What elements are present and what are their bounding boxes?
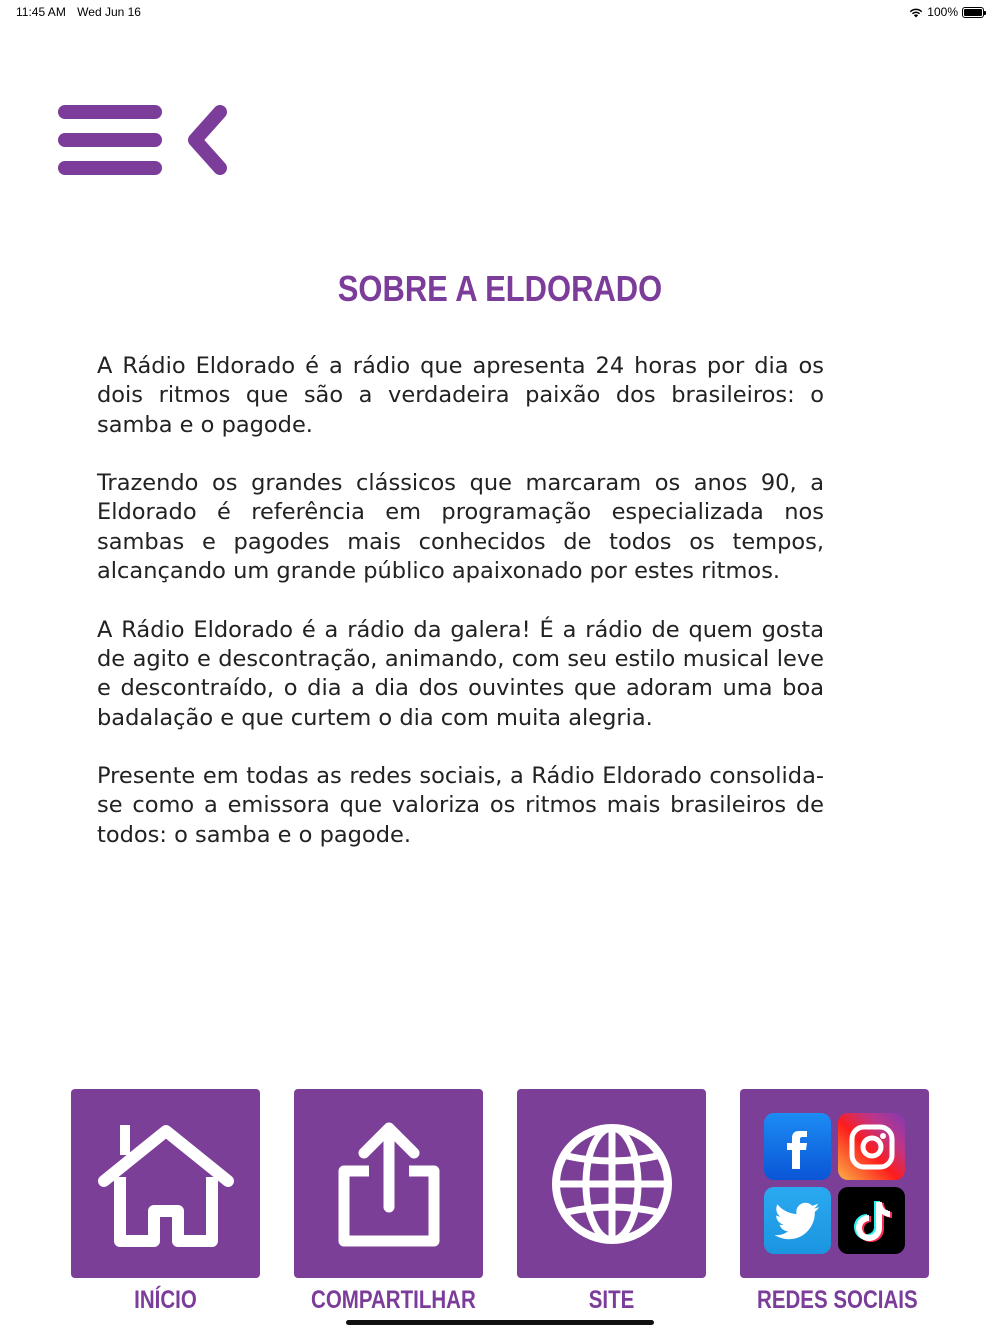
nav-redes-sociais-tile[interactable] (740, 1089, 929, 1278)
wifi-icon (909, 7, 923, 18)
home-icon (96, 1119, 236, 1249)
status-date: Wed Jun 16 (77, 5, 141, 19)
tiktok-icon (838, 1187, 905, 1254)
nav-site-button[interactable] (517, 1089, 706, 1319)
twitter-icon (764, 1187, 831, 1254)
nav-compartilhar-label: COMPARTILHAR (311, 1286, 476, 1314)
nav-inicio-tile[interactable] (71, 1089, 260, 1278)
social-icons (764, 1113, 906, 1255)
nav-site-tile[interactable] (517, 1089, 706, 1278)
nav-redes-sociais-label: REDES SOCIAIS (757, 1286, 918, 1314)
nav-compartilhar-tile[interactable] (294, 1089, 483, 1278)
page-title: SOBRE A ELDORADO (337, 268, 663, 309)
status-time: 11:45 AM (16, 5, 66, 19)
nav-inicio-label: INÍCIO (134, 1286, 197, 1314)
home-indicator (346, 1320, 654, 1325)
nav-redes-sociais-button[interactable] (740, 1089, 929, 1319)
nav-compartilhar-button[interactable] (294, 1089, 483, 1319)
paragraph-3: A Rádio Eldorado é a rádio da galera! É a rádio de quem gosta de agito e descontração, animando, com seu estilo musical leve e descontraído, o dia a dia dos ouvintes que adoram uma boa badalação e que curtem o dia com muita alegria. (97, 616, 824, 731)
battery-percent: 100% (927, 5, 958, 19)
paragraph-2: Trazendo os grandes clássicos que marcaram os anos 90, a Eldorado é referência em programação especializada nos sambas e pagodes mais conhecidos de todos os tempos, alcançando um grande público apaixonado por estes ritmos. (97, 470, 824, 585)
nav-site-label: SITE (588, 1286, 635, 1314)
nav-inicio-button[interactable] (71, 1089, 260, 1319)
bottom-nav (71, 1089, 929, 1319)
status-left (16, 5, 149, 19)
about-text (97, 352, 824, 879)
status-right (909, 5, 984, 19)
paragraph-1: A Rádio Eldorado é a rádio que apresenta 24 horas por dia os dois ritmos que são a verdadeira paixão dos brasileiros: o samba e o pagode. (97, 353, 824, 438)
hamburger-icon (56, 100, 232, 180)
globe-icon (550, 1122, 674, 1246)
instagram-icon (838, 1113, 905, 1180)
status-bar (0, 4, 1000, 22)
share-icon (334, 1119, 444, 1249)
paragraph-4: Presente em todas as redes sociais, a Rádio Eldorado consolida-se como a emissora que valoriza os ritmos mais brasileiros de todos: o samba e o pagode. (97, 763, 824, 848)
chevron-left-icon (195, 112, 220, 168)
menu-back-button[interactable] (56, 100, 232, 180)
facebook-icon (764, 1113, 831, 1180)
battery-icon (962, 7, 984, 18)
